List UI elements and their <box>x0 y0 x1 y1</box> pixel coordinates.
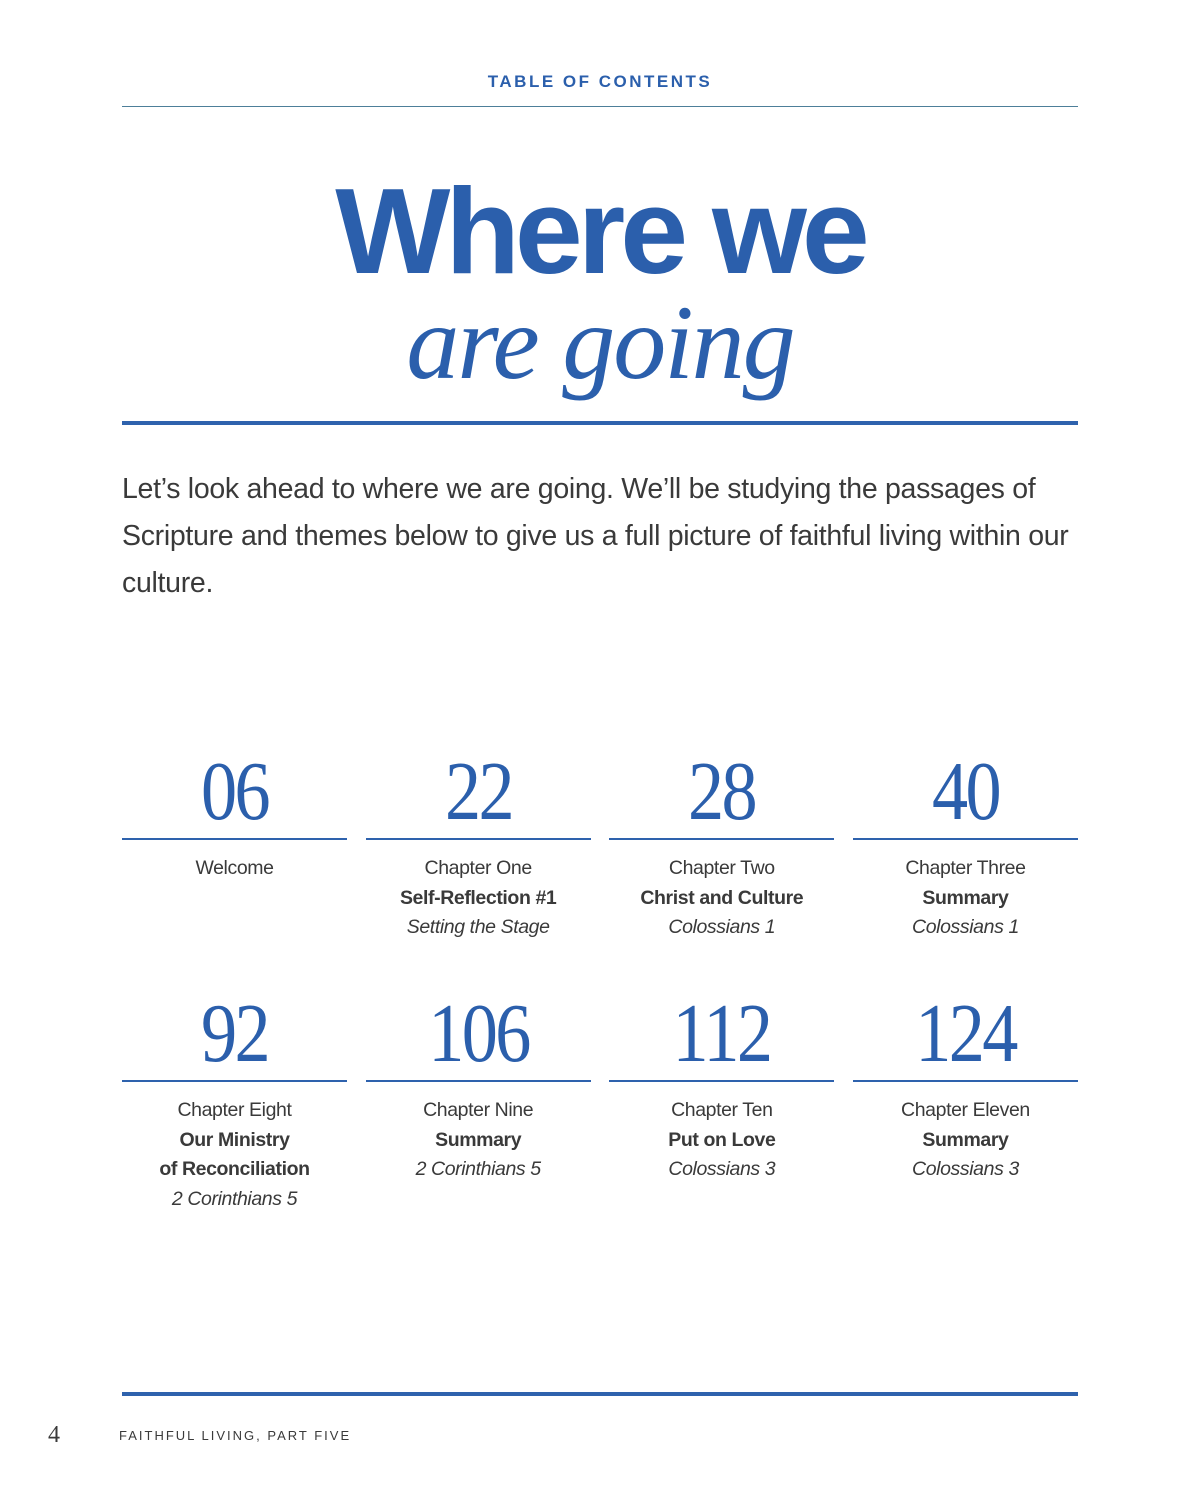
title-divider <box>122 421 1078 425</box>
page-number: 22 <box>444 745 512 838</box>
chapter-label: Welcome <box>195 857 274 879</box>
toc-entry[interactable] <box>366 746 591 943</box>
toc-entry[interactable] <box>609 988 834 1214</box>
chapter-reference: Colossians 1 <box>912 916 1019 938</box>
entry-divider <box>853 838 1078 840</box>
intro-paragraph: Let’s look ahead to where we are going. We’ll be studying the passages of Scripture and themes below to give us a full picture of faithful living within our culture. <box>122 473 1069 599</box>
chapter-label: Chapter Eleven <box>901 1099 1030 1121</box>
chapter-label: Chapter Two <box>668 857 775 879</box>
chapter-label: Chapter Ten <box>671 1099 773 1121</box>
toc-row-1 <box>122 746 1078 943</box>
entry-divider <box>122 838 347 840</box>
page-title-script: are going <box>406 284 794 401</box>
chapter-theme: Put on Love <box>668 1128 776 1151</box>
chapter-theme-line-2: of Reconciliation <box>159 1158 310 1180</box>
chapter-theme: Summary <box>435 1128 522 1151</box>
chapter-label: Chapter Eight <box>177 1099 292 1121</box>
chapter-reference: 2 Corinthians 5 <box>415 1158 541 1180</box>
header-divider <box>122 106 1078 107</box>
page-number: 28 <box>688 745 756 838</box>
toc-entry[interactable] <box>366 988 591 1214</box>
chapter-theme: Self-Reflection #1 <box>399 886 557 909</box>
entry-divider <box>366 838 591 840</box>
toc-row-2 <box>122 988 1078 1214</box>
footer-publication-title: FAITHFUL LIVING, PART FIVE <box>119 1428 352 1443</box>
page-number: 06 <box>200 745 269 838</box>
footer-divider <box>122 1392 1078 1396</box>
footer-page-number: 4 <box>48 1422 60 1448</box>
page-number: 40 <box>931 745 1000 838</box>
chapter-theme: Summary <box>922 886 1009 909</box>
entry-divider <box>853 1080 1078 1082</box>
chapter-theme: Christ and Culture <box>640 886 804 909</box>
entry-divider <box>609 1080 834 1082</box>
toc-entry[interactable] <box>609 746 834 943</box>
page-number: 92 <box>200 987 269 1080</box>
chapter-theme: Our Ministry <box>179 1128 290 1151</box>
page-number: 112 <box>672 987 771 1080</box>
entry-divider <box>366 1080 591 1082</box>
chapter-theme: Summary <box>922 1128 1009 1151</box>
toc-entry[interactable] <box>122 746 347 943</box>
chapter-reference: Colossians 1 <box>668 916 776 938</box>
toc-entry[interactable] <box>122 988 347 1214</box>
entry-divider <box>122 1080 347 1082</box>
chapter-label: Chapter Three <box>905 857 1026 879</box>
entry-divider <box>609 838 834 840</box>
page-title-bold: Where we <box>335 163 865 299</box>
chapter-reference: 2 Corinthians 5 <box>171 1187 298 1210</box>
toc-entry[interactable] <box>853 746 1078 943</box>
page-number: 124 <box>915 987 1016 1080</box>
chapter-label: Chapter One <box>424 857 532 879</box>
chapter-reference: Colossians 3 <box>668 1158 776 1180</box>
section-eyebrow: TABLE OF CONTENTS <box>487 72 713 91</box>
chapter-reference: Setting the Stage <box>406 916 550 938</box>
page-number: 106 <box>427 987 529 1080</box>
toc-entry[interactable] <box>853 988 1078 1214</box>
chapter-label: Chapter Nine <box>423 1099 534 1121</box>
chapter-reference: Colossians 3 <box>912 1158 1019 1180</box>
